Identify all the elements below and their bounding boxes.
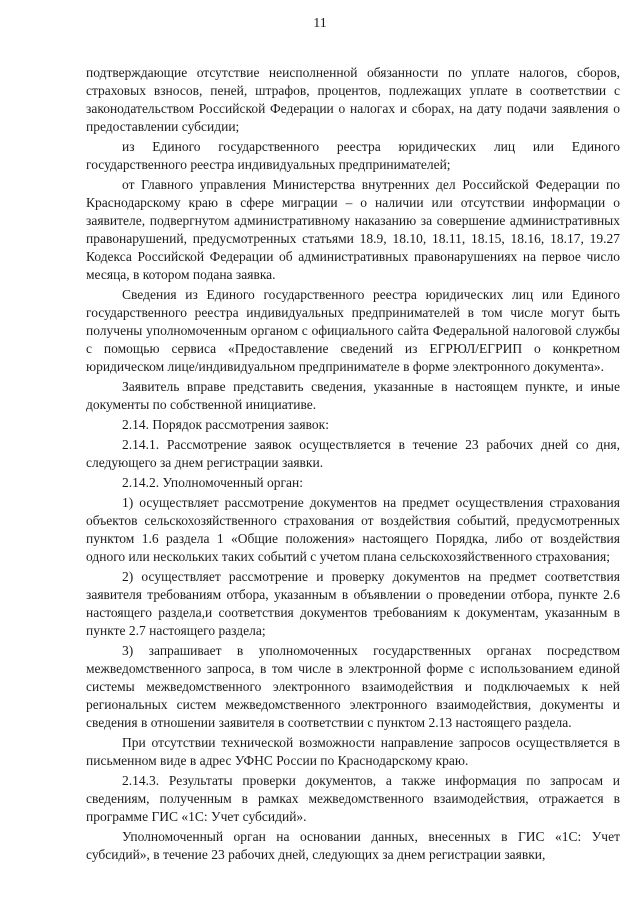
list-item: 1) осуществляет рассмотрение документов на предмет осуществления страхования объектов сельскохозяйственного страхования от воздействия событий, предусмотренных пунктом 1.6 раздела 1 «Общие положения» настоящего Порядка, либо от воздействия одного или нескольких таких событий с учетом плана сельскохозяйственного страхования; bbox=[86, 495, 620, 564]
paragraph: 2.14.1. Рассмотрение заявок осуществляется в течение 23 рабочих дней со дня, следующего за днем регистрации заявки. bbox=[86, 437, 620, 470]
document-body bbox=[86, 64, 620, 866]
list-item: 3) запрашивает в уполномоченных государственных органах посредством межведомственного запроса, в том числе в электронной форме с использованием единой системы межведомственного электронного взаимодействия и подключаемых к ней региональных систем межведомственного электронного взаимодействия, документы и сведения в отношении заявителя в соответствии с пунктом 2.13 настоящего раздела. bbox=[86, 643, 620, 730]
paragraph: Сведения из Единого государственного реестра юридических лиц или Единого государственного реестра индивидуальных предпринимателей в том числе могут быть получены уполномоченным органом с официального сайта Федеральной налоговой службы с помощью сервиса «Предоставление сведений из ЕГРЮЛ/ЕГРИП о конкретном юридическом лице/индивидуальном предпринимателе в форме электронного документа». bbox=[86, 287, 620, 374]
section-heading: 2.14. Порядок рассмотрения заявок: bbox=[122, 417, 329, 432]
paragraph: 2.14.3. Результаты проверки документов, а также информация по запросам и сведениям, полученным в рамках межведомственного взаимодействия, отражается в программе ГИС «1С: Учет субсидий». bbox=[86, 773, 620, 824]
subsection-heading: 2.14.2. Уполномоченный орган: bbox=[122, 475, 303, 490]
paragraph: из Единого государственного реестра юридических лиц или Единого государственного реестра индивидуальных предпринимателей; bbox=[86, 139, 620, 172]
list-item: 2) осуществляет рассмотрение и проверку документов на предмет соответствия заявителя требованиям отбора, указанным в объявлении о проведении отбора, пункте 2.6 настоящего раздела,и соответствия документов требованиям к документам, указанным в пункте 2.7 настоящего раздела; bbox=[86, 569, 620, 638]
paragraph: подтверждающие отсутствие неисполненной обязанности по уплате налогов, сборов, страховых взносов, пеней, штрафов, процентов, подлежащих уплате в соответствии с законодательством Российской Федерации о налогах и сборах, на дату подачи заявления о предоставлении субсидии; bbox=[86, 65, 620, 134]
paragraph: Заявитель вправе представить сведения, указанные в настоящем пункте, и иные документы по собственной инициативе. bbox=[86, 379, 620, 412]
page-number: 11 bbox=[313, 16, 327, 31]
paragraph: от Главного управления Министерства внутренних дел Российской Федерации по Краснодарскому краю в сфере миграции – о наличии или отсутствии информации о заявителе, подвергнутом административному наказанию за совершение административных правонарушений, предусмотренных статьями 18.9, 18.10, 18.11, 18.15, 18.16, 18.17, 19.27 Кодекса Российской Федерации об административных правонарушениях на первое число месяца, в котором подана заявка. bbox=[86, 177, 620, 282]
paragraph: Уполномоченный орган на основании данных, внесенных в ГИС «1С: Учет субсидий», в течение 23 рабочих дней, следующих за днем регистрации заявки, bbox=[86, 829, 620, 862]
paragraph: При отсутствии технической возможности направление запросов осуществляется в письменном виде в адрес УФНС России по Краснодарскому краю. bbox=[86, 735, 620, 768]
